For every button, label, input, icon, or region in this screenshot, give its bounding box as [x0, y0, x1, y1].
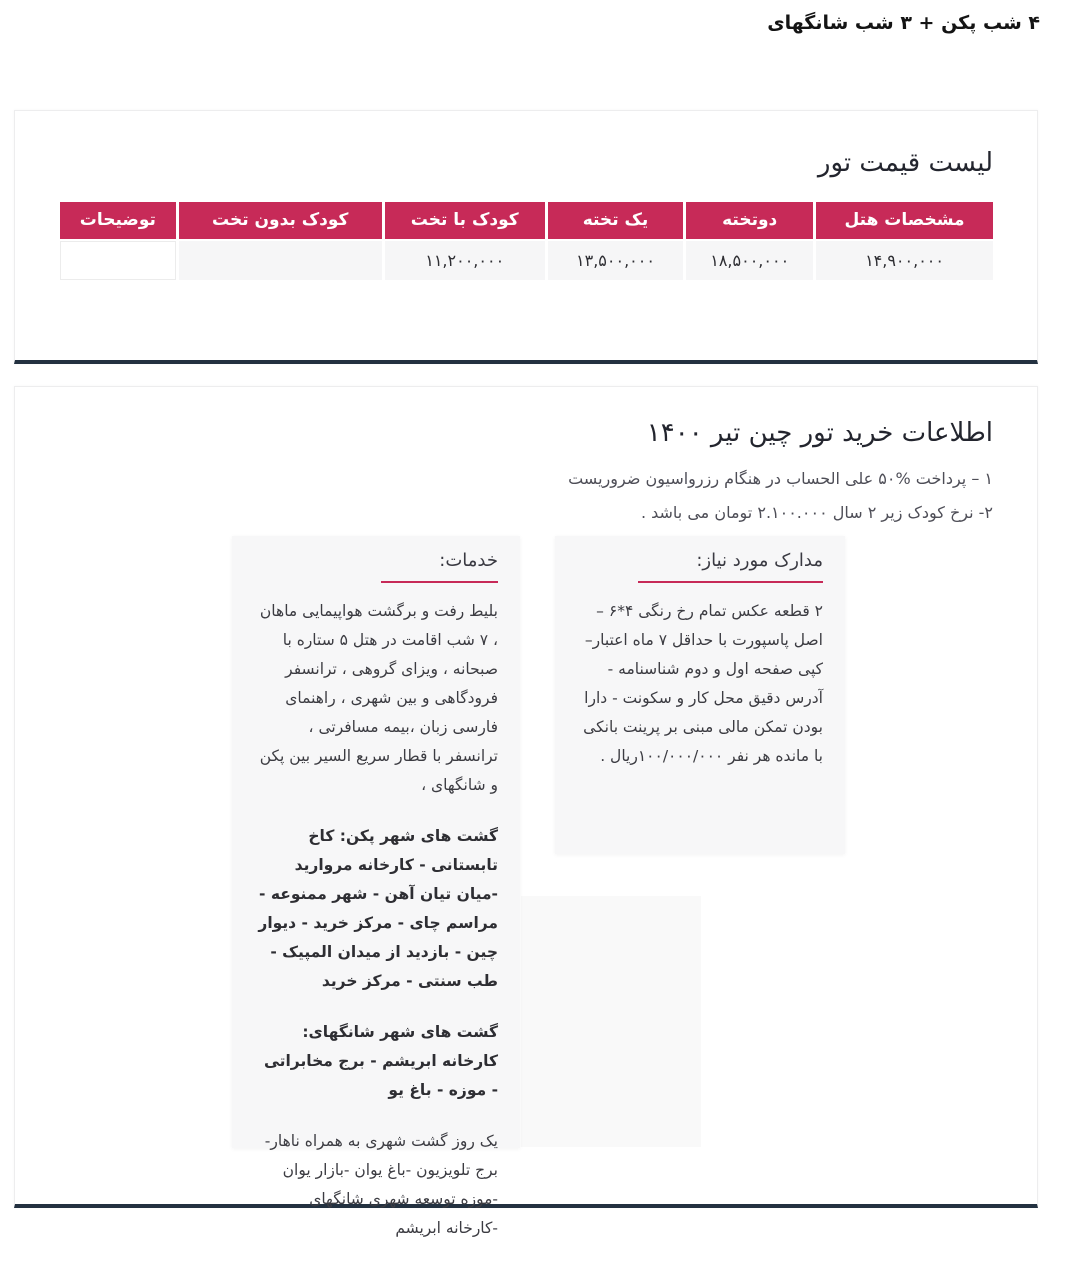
beijing-city-tours-text: گشت های شهر پکن: کاخ تابستانی - کارخانه مروارید -میان تیان آهن - شهر ممنوعه - مراسم چای - مرکز خرید - دیوار چین - بازدید از میدان المپیک - طب سنتی - مرکز خرید: [258, 827, 498, 990]
price-table-row: [60, 241, 993, 280]
note-infant-rate: ۲- نرخ کودک زیر ۲ سال ۲.۱۰۰.۰۰۰ تومان می باشد .: [640, 502, 993, 522]
cell-notes: [60, 241, 176, 280]
price-table-header-row: [60, 202, 993, 239]
col-header-hotel-specs: مشخصات هتل: [816, 202, 993, 239]
info-card-heading: اطلاعات خرید تور چین تیر ۱۴۰۰: [646, 418, 993, 448]
price-table-wrap: [56, 200, 996, 282]
cell-child-with-bed-price: ۱۱,۲۰۰,۰۰۰: [385, 241, 545, 280]
price-table: [57, 200, 996, 282]
required-documents-heading: مدارک مورد نیاز:: [638, 550, 823, 583]
info-card: [14, 386, 1038, 1237]
col-header-single-bed: یک تخته: [548, 202, 684, 239]
shanghai-city-tours-text: گشت های شهر شانگهای: کارخانه ابریشم - برج مخابراتی - موزه - باغ یو: [263, 1023, 498, 1099]
price-card: [14, 110, 1038, 364]
col-header-double-bed: دوتخته: [686, 202, 813, 239]
required-documents-box: [555, 536, 845, 854]
cell-single-bed-price: ۱۳,۵۰۰,۰۰۰: [548, 241, 684, 280]
cell-hotel-specs-price: ۱۴,۹۰۰,۰۰۰: [816, 241, 993, 280]
col-header-notes: توضیحات: [60, 202, 176, 239]
cell-child-without-bed-price: [179, 241, 382, 280]
services-included-text: بلیط رفت و برگشت هواپیمایی ماهان ، ۷ شب اقامت در هتل ۵ ستاره با صبحانه ، ویزای گروهی ، ترانسفر فرودگاهی و بین شهری ، راهنمای فارسی زبان ،بیمه مسافرتی ، ترانسفر با قطار سریع السیر بین پکن و شانگهای ،: [259, 602, 498, 794]
required-documents-text: ۲ قطعه عکس تمام رخ رنگی ۴*۶ – اصل پاسپورت با حداقل ۷ ماه اعتبار–کپی صفحه اول و دوم شناسنامه - آدرس دقیق محل کار و سکونت - دارا بودن تمکن مالی مبنی بر پرینت بانکی با مانده هر نفر ۱۰۰/۰۰۰/۰۰۰ریال .: [583, 602, 823, 765]
services-heading: خدمات:: [381, 550, 498, 583]
col-header-child-with-bed: کودک با تخت: [385, 202, 545, 239]
col-header-child-without-bed: کودک بدون تخت: [179, 202, 382, 239]
note-deposit: ۱ – پرداخت %۵۰ علی الحساب در هنگام رزرواسیون ضروریست: [568, 468, 993, 488]
price-card-heading: لیست قیمت تور: [817, 148, 993, 178]
purchase-notes: [15, 462, 993, 530]
day-tour-text: یک روز گشت شهری به همراه ناهار-برج تلویزیون -باغ یوان -بازار یوان -موزه توسعه شهری شانگهای -کارخانه ابریشم: [264, 1132, 498, 1237]
page-title: ۴ شب پکن + ۳ شب شانگهای: [767, 12, 1040, 34]
services-box: [232, 536, 520, 1237]
cell-double-bed-price: ۱۸,۵۰۰,۰۰۰: [686, 241, 813, 280]
background-shade: [521, 896, 701, 1147]
